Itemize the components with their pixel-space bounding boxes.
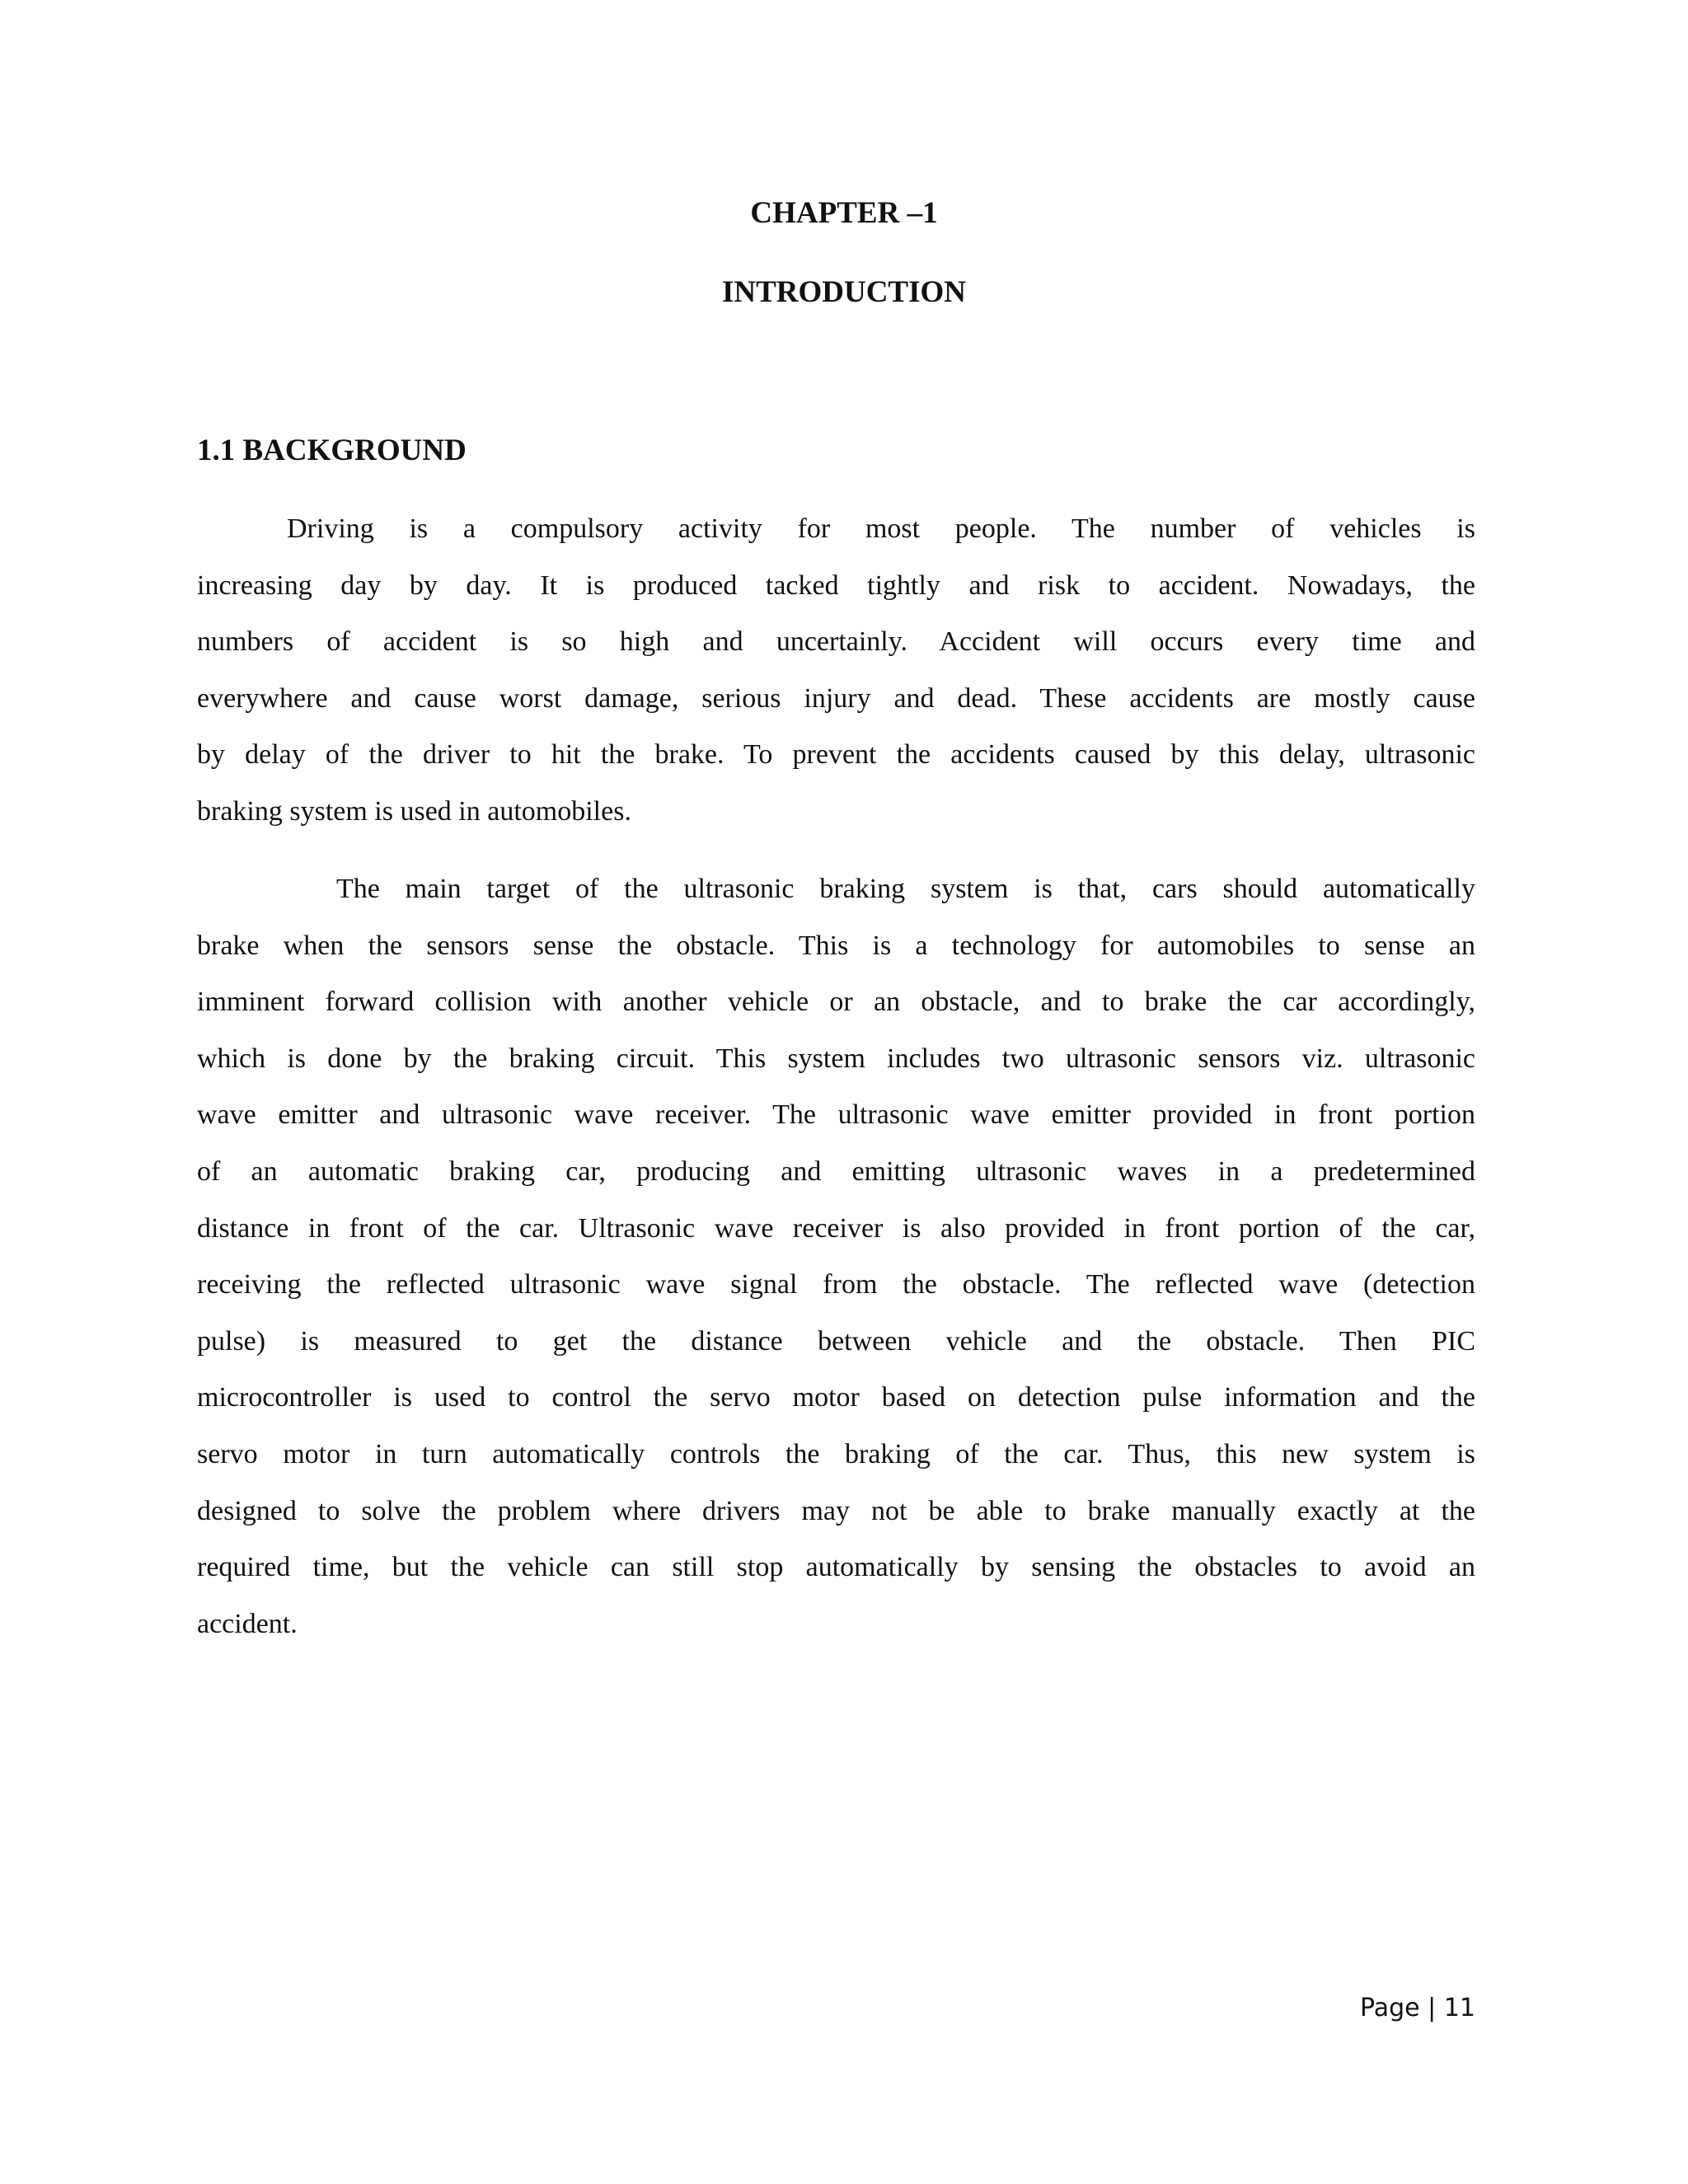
text-line: wave emitter and ultrasonic wave receiver. The ultrasonic wave emitter provided in front portion [197, 1099, 1475, 1131]
text-line: which is done by the braking circuit. This system includes two ultrasonic sensors viz. ultrasonic [197, 1043, 1475, 1074]
text-line: accident. [197, 1608, 298, 1639]
chapter-title: INTRODUCTION [721, 275, 967, 309]
section-heading: 1.1 BACKGROUND [197, 434, 467, 467]
text-line: brake when the sensors sense the obstacle. This is a technology for automobiles to sense an [197, 930, 1475, 961]
paragraph-background-2 [197, 861, 1475, 1652]
text-line: by delay of the driver to hit the brake. To prevent the accidents caused by this delay, ultrasonic [197, 739, 1475, 771]
text-line: braking system is used in automobiles. [197, 795, 631, 827]
text-line: The main target of the ultrasonic braking system is that, cars should automatically [336, 874, 1475, 904]
paragraph-background-1 [197, 501, 1475, 841]
text-line: required time, but the vehicle can still stop automatically by sensing the obstacles to avoid an [197, 1552, 1475, 1583]
text-line: receiving the reflected ultrasonic wave signal from the obstacle. The reflected wave (detection [197, 1269, 1475, 1301]
text-line: servo motor in turn automatically controls the braking of the car. Thus, this new system is [197, 1438, 1475, 1469]
text-line: everywhere and cause worst damage, serious injury and dead. These accidents are mostly cause [197, 682, 1475, 714]
text-line: numbers of accident is so high and uncertainly. Accident will occurs every time and [197, 626, 1475, 658]
text-line: increasing day by day. It is produced tacked tightly and risk to accident. Nowadays, the [197, 569, 1475, 601]
text-line: distance in front of the car. Ultrasonic wave receiver is also provided in front portion of the car, [197, 1212, 1475, 1244]
text-line: Driving is a compulsory activity for most people. The number of vehicles is [287, 513, 1475, 544]
text-line: imminent forward collision with another vehicle or an obstacle, and to brake the car accordingly, [197, 987, 1475, 1018]
text-line: designed to solve the problem where drivers may not be able to brake manually exactly at the [197, 1495, 1475, 1526]
text-line: pulse) is measured to get the distance between vehicle and the obstacle. Then PIC [197, 1325, 1475, 1357]
text-line: microcontroller is used to control the servo motor based on detection pulse information and the [197, 1382, 1475, 1413]
text-line: of an automatic braking car, producing and emitting ultrasonic waves in a predetermined [197, 1155, 1475, 1187]
page-number: Page | 11 [1360, 1994, 1475, 2022]
chapter-label: CHAPTER –1 [750, 196, 938, 230]
